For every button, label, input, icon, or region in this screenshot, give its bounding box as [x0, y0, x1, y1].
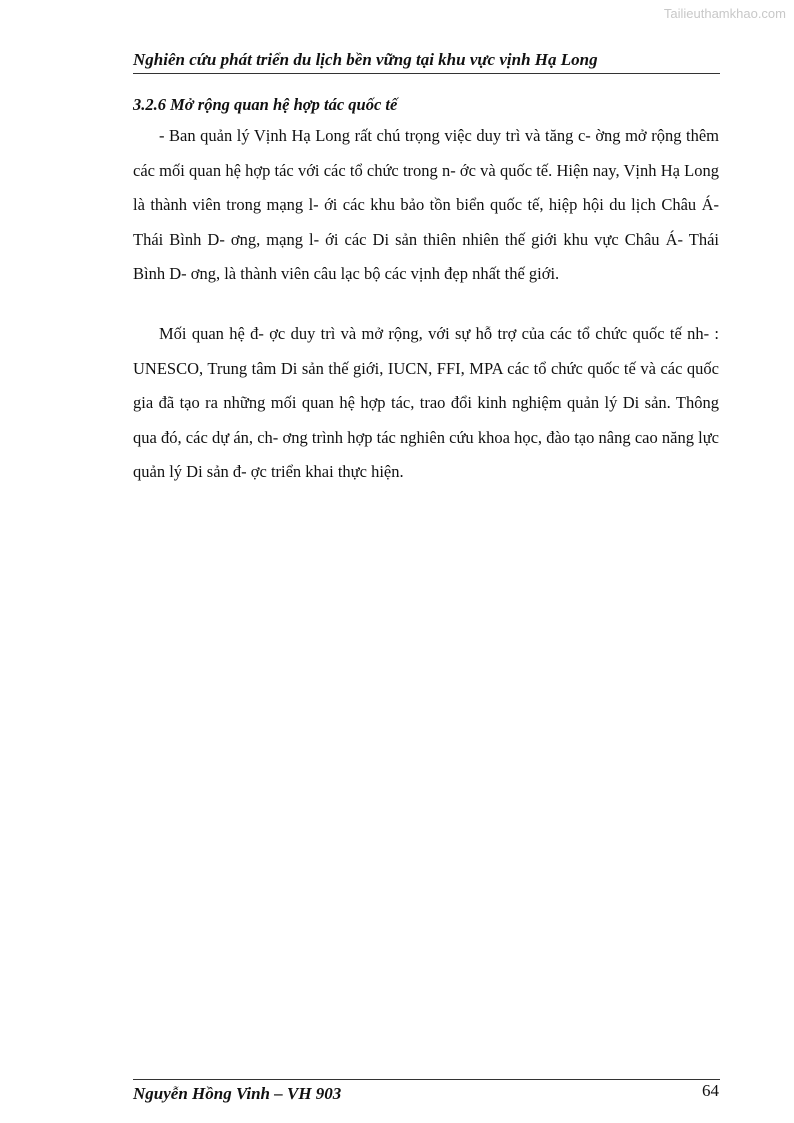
- footer-author: Nguyễn Hồng Vinh – VH 903: [133, 1084, 342, 1103]
- footer-divider: [133, 1079, 720, 1080]
- page-number: 64: [702, 1081, 719, 1100]
- running-header: Nghiên cứu phát triển du lịch bền vững tại khu vực vịnh Hạ Long: [133, 48, 720, 74]
- paragraph-1-block: [133, 119, 719, 292]
- section-heading: 3.2.6 Mở rộng quan hệ hợp tác quốc tế: [133, 95, 398, 114]
- watermark: Tailieuthamkhao.com: [663, 6, 786, 21]
- paragraph-2-block: [133, 317, 719, 490]
- paragraph: Mối quan hệ đ- ợc duy trì và mở rộng, với sự hỗ trợ của các tổ chức quốc tế nh- : UNESCO, Trung tâm Di sản thế giới, IUCN, FFI, MPA các tổ chức quốc tế và các quốc gia đã tạo ra những mối quan hệ hợp tác, trao đổi kinh nghiệm quản lý Di sản. Thông qua đó, các dự án, ch- ơng trình hợp tác nghiên cứu khoa học, đào tạo nâng cao năng lực quản lý Di sản đ- ợc triển khai thực hiện.: [133, 324, 719, 481]
- paragraph: - Ban quản lý Vịnh Hạ Long rất chú trọng việc duy trì và tăng c- ờng mở rộng thêm các mối quan hệ hợp tác với các tổ chức trong n- ớc và quốc tế. Hiện nay, Vịnh Hạ Long là thành viên trong mạng l- ới các khu bảo tồn biển quốc tế, hiệp hội du lịch Châu Á- Thái Bình D- ơng, mạng l- ới các Di sản thiên nhiên thế giới khu vực Châu Á- Thái Bình D- ơng, là thành viên câu lạc bộ các vịnh đẹp nhất thế giới.: [133, 126, 719, 283]
